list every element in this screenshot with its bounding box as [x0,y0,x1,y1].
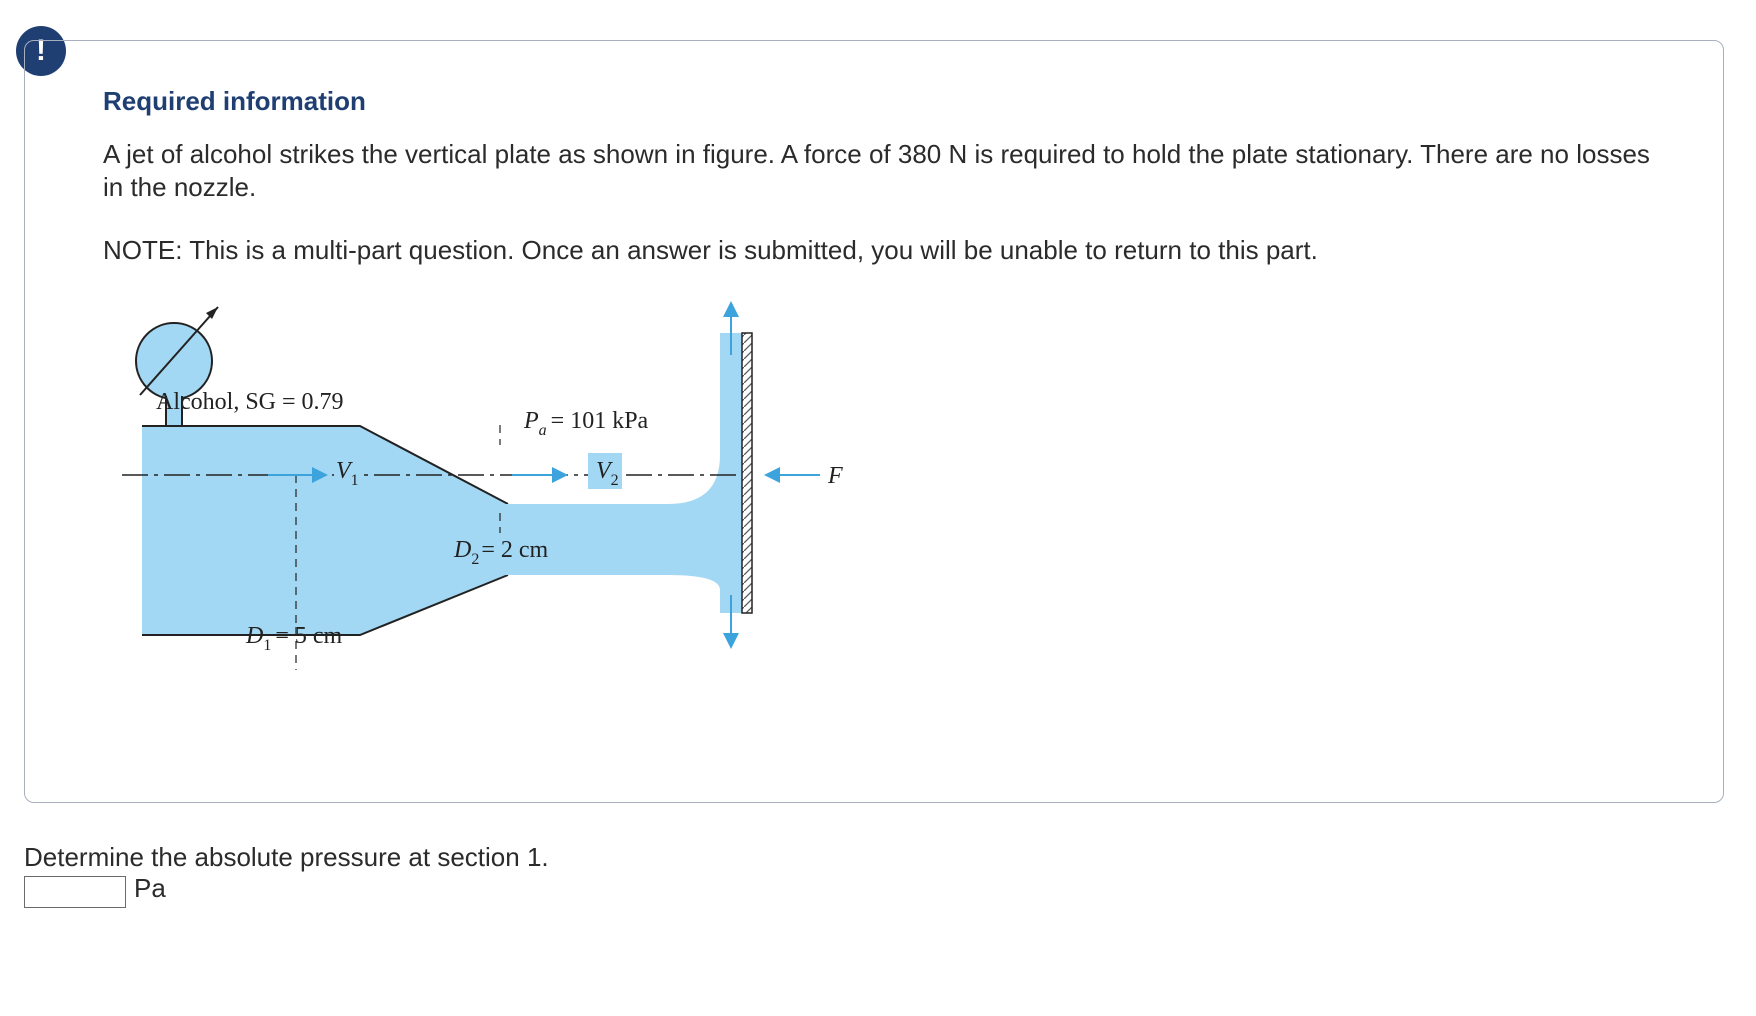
answer-input[interactable] [24,876,126,908]
d1-subscript: 1 [263,637,272,654]
alert-symbol: ! [36,34,46,67]
required-information-heading: Required information [103,86,366,116]
d2-subscript: 2 [471,551,480,568]
force-label: F [828,463,843,489]
pa-symbol: P [524,408,539,434]
d1-symbol: D [246,623,264,649]
d2-symbol: D [454,537,472,563]
pa-value: = 101 kPa [550,408,649,434]
answer-unit: Pa [134,873,166,903]
vertical-plate [742,333,752,613]
v1-subscript: 1 [350,472,359,489]
pa-subscript: a [538,422,547,439]
question-prompt: Determine the absolute pressure at section 1. [24,842,549,872]
d2-value: = 2 cm [481,537,549,563]
d1-label [245,623,343,654]
nozzle-jet-figure [120,295,880,735]
d1-value: = 5 cm [275,623,343,649]
v1-symbol: V [336,458,351,484]
v2-symbol: V [596,458,611,484]
fluid-label: Alcohol, SG = 0.79 [156,389,344,415]
multi-part-note: NOTE: This is a multi-part question. Once an answer is submitted, you will be unable to return to this part. [103,235,1318,265]
jet-stream [506,333,742,613]
atmospheric-pressure-label [523,408,649,439]
v2-subscript: 2 [610,472,619,489]
problem-statement: A jet of alcohol strikes the vertical plate as shown in figure. A force of 380 N is required to hold the plate stationary. There are no losses in the nozzle. [103,139,1650,202]
